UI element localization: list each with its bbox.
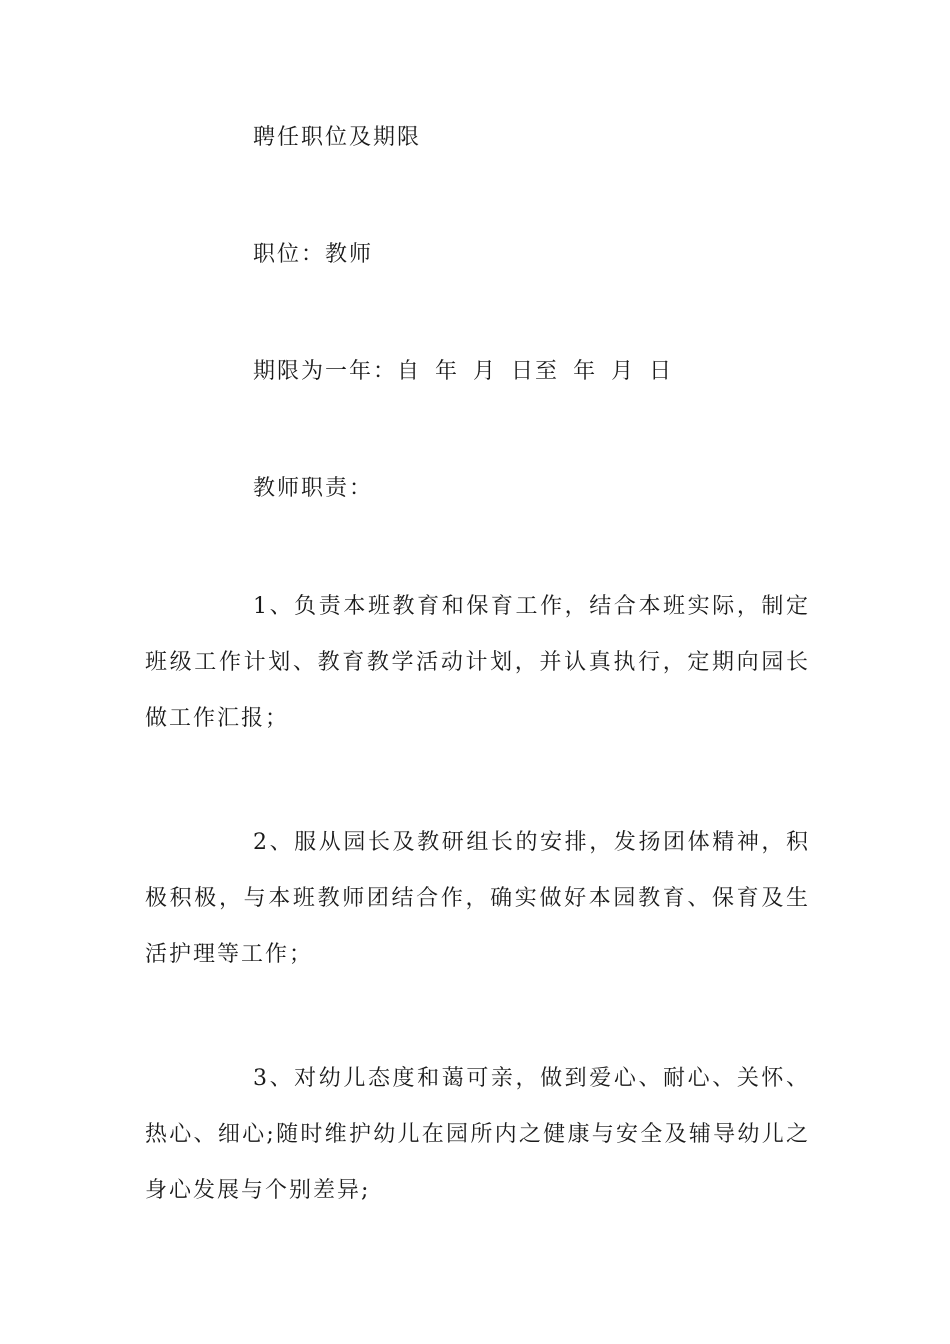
term-year-2: 年 bbox=[573, 359, 598, 384]
position-line: 职位：教师 bbox=[253, 242, 374, 267]
duty-paragraph-2: 2、服从园长及教研组长的安排，发扬团体精神，积极积极，与本班教师团结合作，确实做好本园教育、保育及生活护理等工作； bbox=[145, 830, 810, 967]
duty-paragraph-3: 3、对幼儿态度和蔼可亲，做到爱心、耐心、关怀、热心、细心;随时维护幼儿在园所内之健康与安全及辅导幼儿之身心发展与个别差异; bbox=[145, 1066, 810, 1203]
term-month-2: 月 bbox=[611, 359, 636, 384]
term-day-2: 日 bbox=[649, 359, 674, 384]
term-year-1: 年 bbox=[435, 359, 460, 384]
section-heading: 聘任职位及期限 bbox=[253, 125, 422, 150]
duties-heading: 教师职责： bbox=[253, 476, 374, 501]
term-day-1-to: 日至 bbox=[511, 359, 560, 384]
term-line bbox=[253, 359, 673, 385]
term-prefix: 期限为一年：自 bbox=[253, 359, 422, 384]
duty-paragraph-1: 1、负责本班教育和保育工作，结合本班实际，制定班级工作计划、教育教学活动计划，并认真执行，定期向园长做工作汇报； bbox=[145, 594, 810, 731]
term-month-1: 月 bbox=[473, 359, 498, 384]
